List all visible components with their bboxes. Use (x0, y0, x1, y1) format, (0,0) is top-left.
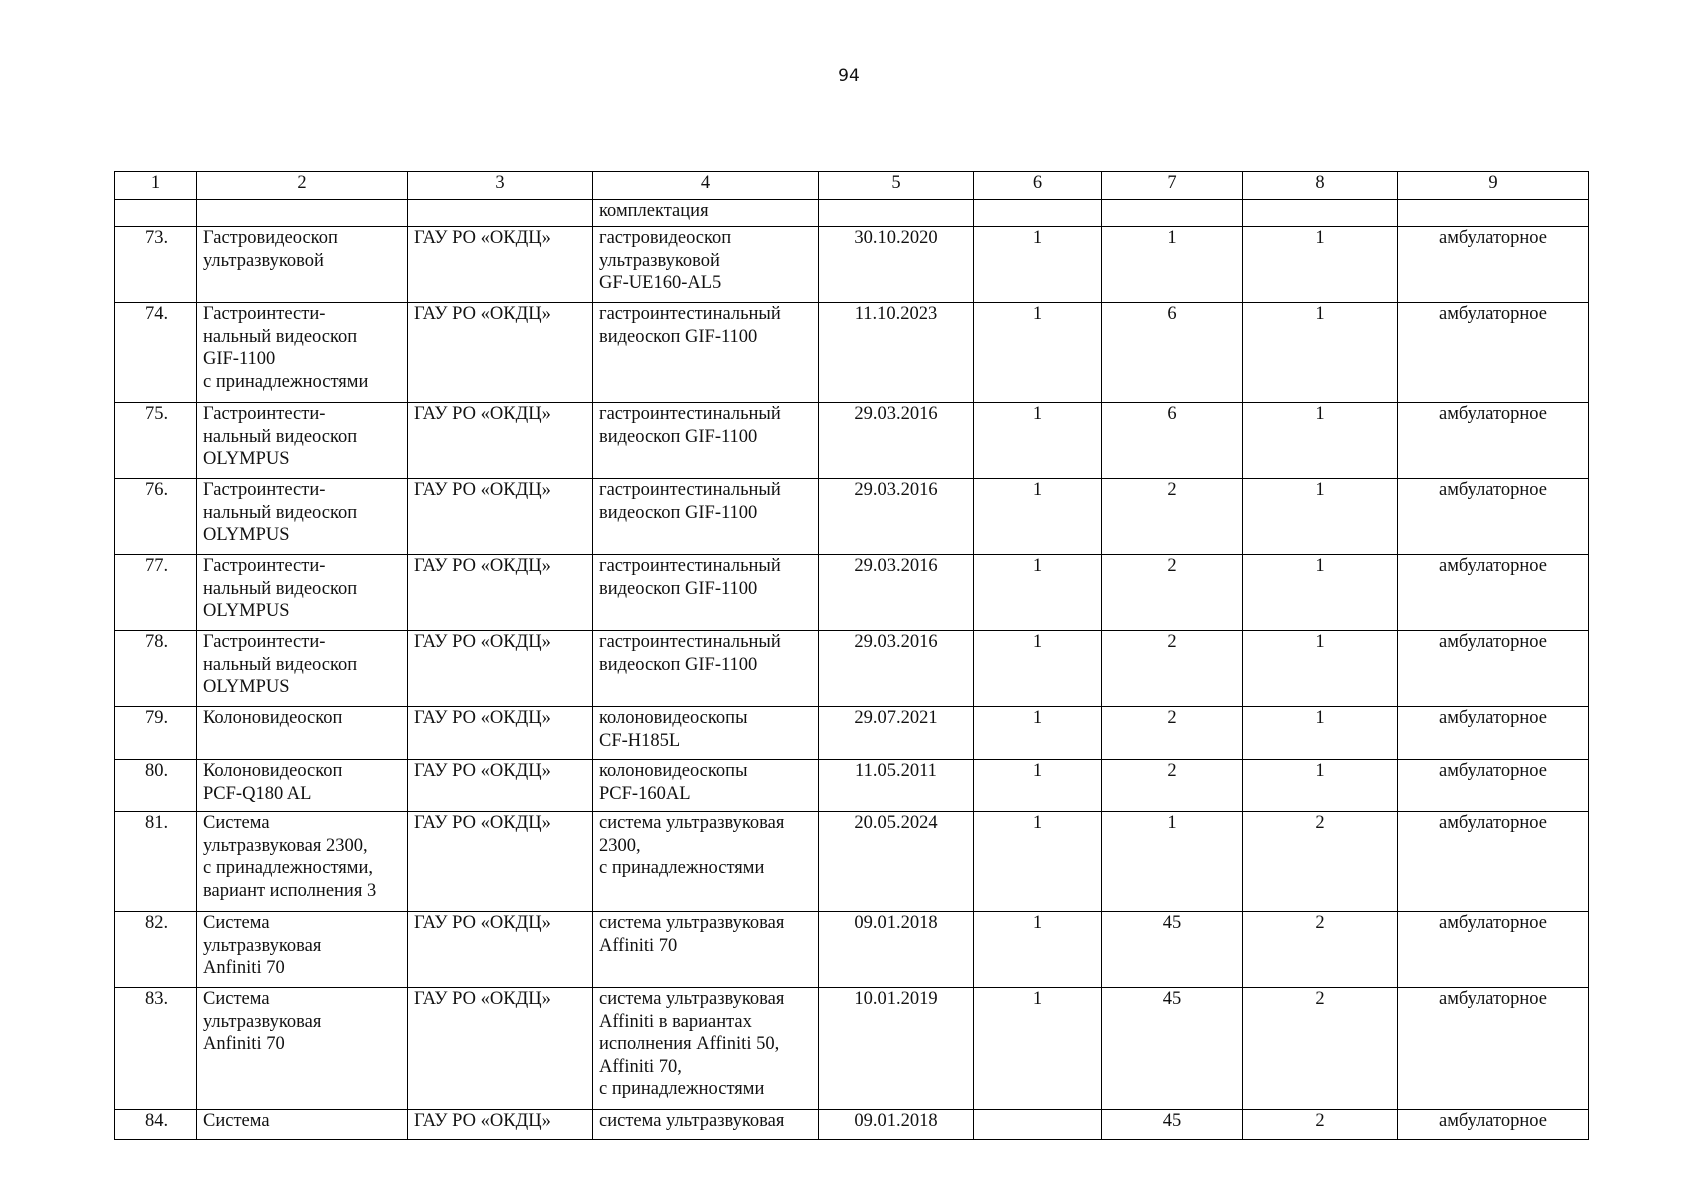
cell-col8-text: 1 (1315, 228, 1325, 248)
cell-col6-text: 1 (1032, 989, 1043, 1009)
cell-organization-text: ГАУ РО «ОКДЦ» (414, 1111, 551, 1131)
cell-organization-text: ГАУ РО «ОКДЦ» (414, 761, 551, 781)
cell-date-text: 29.03.2016 (854, 632, 938, 652)
cell-col8-text: 1 (1315, 761, 1325, 781)
cell-number (115, 227, 197, 303)
table-row (115, 988, 1589, 1110)
cell-name (197, 631, 408, 707)
cell-col8-text: 2 (1315, 989, 1325, 1009)
cell-model (593, 303, 819, 403)
table-row (115, 631, 1589, 707)
cell-model-text: система ультразвуковая 2300, с принадлежностями (599, 813, 785, 878)
cell-care-type-text: амбулаторное (1439, 989, 1547, 1009)
cell-model-text: гастровидеоскоп ультразвуковой GF-UE160-AL5 (599, 228, 732, 293)
cell-organization (408, 912, 593, 988)
cell-care-type-text: амбулаторное (1439, 761, 1547, 781)
cell-name-text: Гастроинтести- нальный видеоскоп OLYMPUS (203, 556, 358, 621)
cell-col6-text: 1 (1032, 708, 1043, 728)
cell-organization (408, 479, 593, 555)
column-header: 5 (819, 172, 974, 200)
cell-care-type (1398, 988, 1589, 1110)
cell-name-text: Система (203, 1111, 270, 1131)
cell-col6 (974, 912, 1102, 988)
cell-care-type-text: амбулаторное (1439, 304, 1547, 324)
cell-number (115, 760, 197, 812)
cell-date-text: 29.07.2021 (854, 708, 938, 728)
cell-date (819, 812, 974, 912)
cell-name-text: Гастроинтести- нальный видеоскоп OLYMPUS (203, 480, 358, 545)
cell-model-text: гастроинтестинальный видеоскоп GIF-1100 (599, 632, 781, 675)
cell-date-text: 09.01.2018 (854, 1111, 938, 1131)
cell-number-text: 80. (144, 761, 169, 781)
cell-model (593, 1110, 819, 1140)
cell-col6-text: 1 (1032, 813, 1043, 833)
cell-name (197, 403, 408, 479)
cell-name (197, 227, 408, 303)
cell-name (197, 760, 408, 812)
cell-col7-text: 2 (1167, 632, 1177, 652)
cell-col7 (1102, 403, 1243, 479)
cell-organization-text: ГАУ РО «ОКДЦ» (414, 708, 551, 728)
cell-col8 (1243, 912, 1398, 988)
cell-name (197, 479, 408, 555)
column-header: 4 (593, 172, 819, 200)
cell-col7-text: 2 (1167, 556, 1177, 576)
table-row (115, 227, 1589, 303)
cell-col7-text: 1 (1167, 813, 1177, 833)
cell-col8 (1243, 227, 1398, 303)
cell-organization-text: ГАУ РО «ОКДЦ» (414, 813, 551, 833)
cell-col7-text: 2 (1167, 761, 1177, 781)
cell-col6-text: 1 (1032, 913, 1043, 933)
cell-col7 (1102, 988, 1243, 1110)
cell-col8-text: 2 (1315, 813, 1325, 833)
cell-number (115, 303, 197, 403)
cell-organization (408, 1110, 593, 1140)
cell-care-type (1398, 479, 1589, 555)
cell-name-text: Гастроинтести- нальный видеоскоп OLYMPUS (203, 404, 358, 469)
cell-col8 (1243, 303, 1398, 403)
cell-organization (408, 812, 593, 912)
cell-col6 (974, 760, 1102, 812)
cell-number-text: 75. (144, 404, 169, 424)
cell-col8 (1243, 707, 1398, 760)
cell-organization-text: ГАУ РО «ОКДЦ» (414, 913, 551, 933)
cell-care-type (1398, 912, 1589, 988)
cell-date-text: 29.03.2016 (854, 404, 938, 424)
cell-col8 (1243, 988, 1398, 1110)
cell-col8-text: 1 (1315, 708, 1325, 728)
cell-organization (408, 555, 593, 631)
cell-date (819, 303, 974, 403)
cell-care-type (1398, 200, 1589, 227)
table-row (115, 479, 1589, 555)
cell-number-text: 73. (144, 228, 169, 248)
cell-col8 (1243, 1110, 1398, 1140)
table-body (115, 200, 1589, 1140)
cell-organization-text: ГАУ РО «ОКДЦ» (414, 304, 551, 324)
cell-model-text: гастроинтестинальный видеоскоп GIF-1100 (599, 556, 781, 599)
cell-care-type (1398, 1110, 1589, 1140)
cell-col6 (974, 227, 1102, 303)
cell-date-text: 29.03.2016 (854, 480, 938, 500)
equipment-table (114, 171, 1589, 1140)
cell-name (197, 303, 408, 403)
cell-care-type-text: амбулаторное (1439, 632, 1547, 652)
cell-number-text: 76. (144, 480, 169, 500)
cell-model-text: система ультразвуковая Affiniti в вариантах исполнения Affiniti 50, Affiniti 70, с принадлежностями (599, 989, 785, 1099)
cell-date (819, 227, 974, 303)
cell-col7-text: 2 (1167, 708, 1177, 728)
cell-date-text: 10.01.2019 (854, 989, 938, 1009)
cell-col8 (1243, 812, 1398, 912)
cell-number (115, 1110, 197, 1140)
cell-col6 (974, 479, 1102, 555)
cell-col7-text: 2 (1167, 480, 1177, 500)
cell-name (197, 988, 408, 1110)
cell-care-type-text: амбулаторное (1439, 228, 1547, 248)
cell-organization (408, 988, 593, 1110)
cell-name-text: Гастроинтести- нальный видеоскоп OLYMPUS (203, 632, 358, 697)
cell-col7-text: 6 (1167, 404, 1177, 424)
cell-col7 (1102, 707, 1243, 760)
cell-col8 (1243, 479, 1398, 555)
cell-model (593, 760, 819, 812)
cell-col6-text: 1 (1032, 404, 1043, 424)
column-header: 1 (115, 172, 197, 200)
column-header: 3 (408, 172, 593, 200)
cell-care-type (1398, 631, 1589, 707)
cell-organization-text: ГАУ РО «ОКДЦ» (414, 556, 551, 576)
cell-model: комплектация (593, 200, 819, 227)
cell-date-text: 11.05.2011 (855, 761, 937, 781)
cell-name (197, 707, 408, 760)
cell-model-text: гастроинтестинальный видеоскоп GIF-1100 (599, 404, 781, 447)
column-header: 2 (197, 172, 408, 200)
cell-model (593, 707, 819, 760)
cell-col6-text: 1 (1032, 556, 1043, 576)
cell-col6 (974, 303, 1102, 403)
cell-col8 (1243, 631, 1398, 707)
cell-number (115, 555, 197, 631)
cell-col6-text: 1 (1032, 480, 1043, 500)
cell-col7-text: 1 (1167, 228, 1177, 248)
table-row (115, 303, 1589, 403)
continuation-row (115, 200, 1589, 227)
cell-care-type-text: амбулаторное (1439, 404, 1547, 424)
cell-col8-text: 2 (1315, 913, 1325, 933)
cell-model (593, 403, 819, 479)
cell-col6 (974, 200, 1102, 227)
cell-col7-text: 45 (1162, 1111, 1182, 1131)
cell-model-text: система ультразвуковая (599, 1111, 785, 1131)
cell-date (819, 555, 974, 631)
cell-name (197, 555, 408, 631)
cell-col6 (974, 403, 1102, 479)
cell-organization (408, 403, 593, 479)
cell-name (197, 200, 408, 227)
cell-col7 (1102, 479, 1243, 555)
cell-care-type (1398, 555, 1589, 631)
cell-date-text: 30.10.2020 (854, 228, 938, 248)
cell-number (115, 812, 197, 912)
cell-date-text: 20.05.2024 (854, 813, 938, 833)
cell-col7 (1102, 760, 1243, 812)
cell-model (593, 555, 819, 631)
cell-care-type-text: амбулаторное (1439, 480, 1547, 500)
cell-number-text: 78. (144, 632, 169, 652)
cell-organization (408, 760, 593, 812)
cell-date-text: 09.01.2018 (854, 913, 938, 933)
cell-number (115, 403, 197, 479)
cell-col7 (1102, 631, 1243, 707)
cell-organization (408, 631, 593, 707)
table-row (115, 812, 1589, 912)
cell-model (593, 988, 819, 1110)
cell-name (197, 912, 408, 988)
cell-model (593, 812, 819, 912)
cell-name-text: Гастроинтести- нальный видеоскоп GIF-1100 с принадлежностями (203, 304, 369, 392)
cell-col8 (1243, 760, 1398, 812)
cell-number-text: 74. (144, 304, 169, 324)
cell-model-text: система ультразвуковая Affiniti 70 (599, 913, 785, 956)
cell-col7 (1102, 912, 1243, 988)
cell-col8-text: 2 (1315, 1111, 1325, 1131)
table-row (115, 403, 1589, 479)
cell-col7 (1102, 555, 1243, 631)
cell-col7 (1102, 812, 1243, 912)
cell-care-type (1398, 403, 1589, 479)
cell-col8 (1243, 555, 1398, 631)
cell-date (819, 707, 974, 760)
cell-col6 (974, 812, 1102, 912)
cell-care-type (1398, 303, 1589, 403)
cell-name-text: Колоновидеоскоп PCF-Q180 AL (203, 761, 343, 804)
cell-col6 (974, 1110, 1102, 1140)
cell-col6 (974, 988, 1102, 1110)
cell-col6 (974, 555, 1102, 631)
cell-col6-text: 1 (1032, 304, 1043, 324)
cell-col6-text: 1 (1032, 761, 1043, 781)
cell-col8 (1243, 200, 1398, 227)
table-row (115, 1110, 1589, 1140)
cell-organization-text: ГАУ РО «ОКДЦ» (414, 632, 551, 652)
table-row (115, 555, 1589, 631)
cell-name-text: Система ультразвуковая Anfiniti 70 (203, 913, 322, 978)
cell-col8-text: 1 (1315, 480, 1325, 500)
cell-organization (408, 200, 593, 227)
cell-col8-text: 1 (1315, 404, 1325, 424)
column-header: 8 (1243, 172, 1398, 200)
cell-col7 (1102, 227, 1243, 303)
cell-number-text: 77. (144, 556, 169, 576)
cell-date (819, 631, 974, 707)
cell-care-type-text: амбулаторное (1439, 708, 1547, 728)
cell-col7 (1102, 1110, 1243, 1140)
cell-organization (408, 707, 593, 760)
column-header: 7 (1102, 172, 1243, 200)
cell-number-text: 82. (144, 913, 169, 933)
cell-number-text: 83. (144, 989, 169, 1009)
cell-date (819, 200, 974, 227)
cell-name (197, 1110, 408, 1140)
cell-care-type (1398, 227, 1589, 303)
cell-date-text: 11.10.2023 (854, 304, 938, 324)
table-row (115, 707, 1589, 760)
cell-col7-text: 45 (1162, 913, 1182, 933)
cell-model-text: колоновидеоскопы CF-H185L (599, 708, 748, 751)
cell-col6 (974, 631, 1102, 707)
cell-number (115, 707, 197, 760)
cell-model (593, 912, 819, 988)
cell-number-text: 81. (144, 813, 169, 833)
cell-organization-text: ГАУ РО «ОКДЦ» (414, 989, 551, 1009)
cell-col7 (1102, 303, 1243, 403)
cell-col6-text: 1 (1032, 632, 1043, 652)
cell-name-text: Гастровидеоскоп ультразвуковой (203, 228, 338, 271)
cell-col8 (1243, 403, 1398, 479)
table-row (115, 912, 1589, 988)
cell-organization-text: ГАУ РО «ОКДЦ» (414, 228, 551, 248)
cell-number-text: 79. (144, 708, 169, 728)
column-header: 9 (1398, 172, 1589, 200)
cell-col7 (1102, 200, 1243, 227)
cell-care-type-text: амбулаторное (1439, 1111, 1547, 1131)
table-row (115, 760, 1589, 812)
cell-organization (408, 227, 593, 303)
cell-name (197, 812, 408, 912)
page-number: 94 (838, 66, 860, 86)
cell-col6-text: 1 (1032, 228, 1043, 248)
cell-model-text: гастроинтестинальный видеоскоп GIF-1100 (599, 480, 781, 523)
cell-date (819, 760, 974, 812)
cell-col7-text: 6 (1167, 304, 1177, 324)
cell-name-text: Колоновидеоскоп (203, 708, 343, 728)
table-header (115, 172, 1589, 200)
cell-model (593, 479, 819, 555)
cell-name-text: Система ультразвуковая Anfiniti 70 (203, 989, 322, 1054)
cell-col6 (974, 707, 1102, 760)
cell-organization-text: ГАУ РО «ОКДЦ» (414, 480, 551, 500)
cell-number (115, 479, 197, 555)
cell-number (115, 912, 197, 988)
cell-date (819, 988, 974, 1110)
cell-organization-text: ГАУ РО «ОКДЦ» (414, 404, 551, 424)
cell-care-type-text: амбулаторное (1439, 556, 1547, 576)
cell-organization (408, 303, 593, 403)
cell-col7-text: 45 (1162, 989, 1182, 1009)
cell-date (819, 912, 974, 988)
cell-number (115, 200, 197, 227)
cell-col8-text: 1 (1315, 556, 1325, 576)
cell-model (593, 631, 819, 707)
cell-col8-text: 1 (1315, 304, 1325, 324)
cell-model-text: колоновидеоскопы PCF-160AL (599, 761, 748, 804)
cell-care-type-text: амбулаторное (1439, 813, 1547, 833)
cell-model-text: гастроинтестинальный видеоскоп GIF-1100 (599, 304, 781, 347)
cell-care-type (1398, 707, 1589, 760)
cell-date (819, 479, 974, 555)
cell-name-text: Система ультразвуковая 2300, с принадлежностями, вариант исполнения 3 (203, 813, 377, 901)
cell-date (819, 1110, 974, 1140)
cell-number-text: 84. (144, 1111, 169, 1131)
cell-care-type-text: амбулаторное (1439, 913, 1547, 933)
cell-number (115, 988, 197, 1110)
column-number-row (115, 172, 1589, 200)
cell-date (819, 403, 974, 479)
cell-date-text: 29.03.2016 (854, 556, 938, 576)
cell-care-type (1398, 760, 1589, 812)
cell-number (115, 631, 197, 707)
column-header: 6 (974, 172, 1102, 200)
cell-model (593, 227, 819, 303)
cell-care-type (1398, 812, 1589, 912)
cell-col8-text: 1 (1315, 632, 1325, 652)
